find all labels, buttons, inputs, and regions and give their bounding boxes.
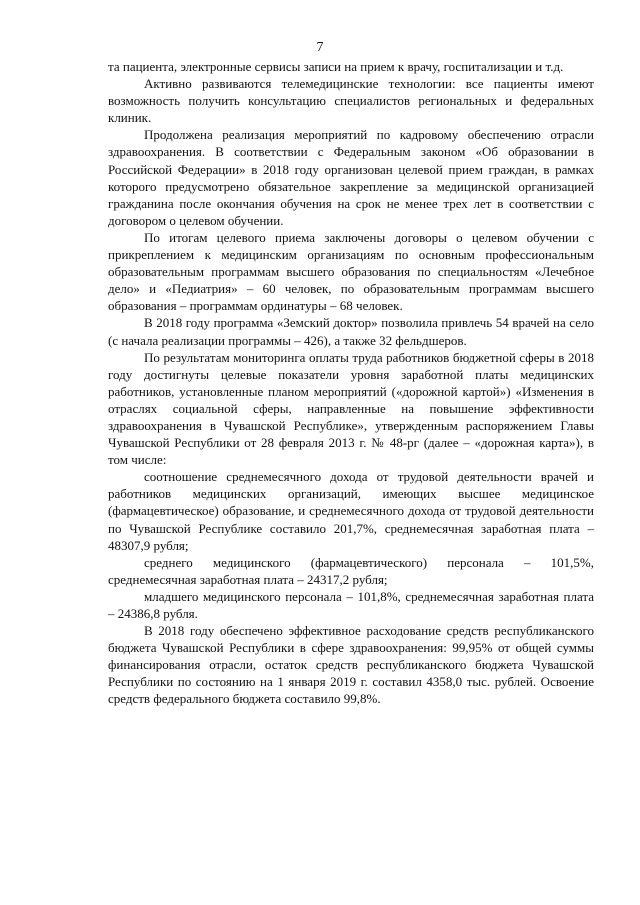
paragraph-telemedicine: Активно развиваются телемедицинские технологии: все пациенты имеют возможность получить консультацию специалистов региональных и федеральных клиник. [108, 76, 594, 126]
paragraph-doctors-salary: соотношение среднемесячного дохода от трудовой деятельности врачей и работников медицинских организаций, имеющих высшее медицинское (фармацевтическое) образование, и среднемесячного дохода от трудовой деятельности по Чувашской Республике составило 201,7%, среднемесячная заработная плата – 48307,9 рубля; [108, 469, 594, 553]
paragraph-target-admission: По итогам целевого приема заключены договоры о целевом обучении с прикреплением к медицинским организациям по основным профессиональным образовательным программам высшего образования по специальностям «Лечебное дело» и «Педиатрия» – 60 человек, по образовательным программам высшего образования – программам ординатуры – 68 человек. [108, 229, 594, 314]
paragraph-budget: В 2018 году обеспечено эффективное расходование средств республиканского бюджета Чувашской Республики в сфере здравоохранения: 99,95% от общей суммы финансирования отрасли, остаток средств республиканского бюджета Чувашской Республики по состоянию на 1 января 2019 г. составил 4358,0 тыс. рублей. Освоение средств федерального бюджета составило 99,8%. [108, 623, 594, 707]
page-number: 7 [316, 40, 324, 55]
paragraph-staffing: Продолжена реализация мероприятий по кадровому обеспечению отрасли здравоохранения. В соответствии с Федеральным законом «Об образовании в Российской Федерации» в 2018 году организован целевой прием граждан, в рамках которого предусмотрено обязательное закрепление за медицинской организацией гражданина после окончания обучения на срок не менее трех лет в соответствии с договором о целевом обучении. [108, 127, 594, 228]
paragraph-junior-staff-salary: младшего медицинского персонала – 101,8%, среднемесячная заработная плата – 24386,8 рубля. [108, 588, 594, 621]
document-body [108, 58, 594, 708]
paragraph-zemsky-doctor: В 2018 году программа «Земский доктор» позволила привлечь 54 врачей на село (с начала реализации программы – 426), а также 32 фельдшеров. [108, 315, 594, 348]
paragraph-continuation: та пациента, электронные сервисы записи на прием к врачу, госпитализации и т.д. [108, 59, 564, 74]
paragraph-nurses-salary: среднего медицинского (фармацевтического) персонала – 101,5%, среднемесячная заработная плата – 24317,2 рубля; [108, 554, 594, 587]
paragraph-salary-monitoring: По результатам мониторинга оплаты труда работников бюджетной сферы в 2018 году достигнуты целевые показатели уровня заработной платы медицинских работников, установленные планом мероприятий («дорожной картой») «Изменения в отраслях социальной сферы, направленные на повышение эффективности здравоохранения в Чувашской Республике», утвержденным распоряжением Главы Чувашской Республики от 28 февраля 2013 г. № 48-рг (далее – «дорожная карта»), в том числе: [108, 349, 594, 468]
